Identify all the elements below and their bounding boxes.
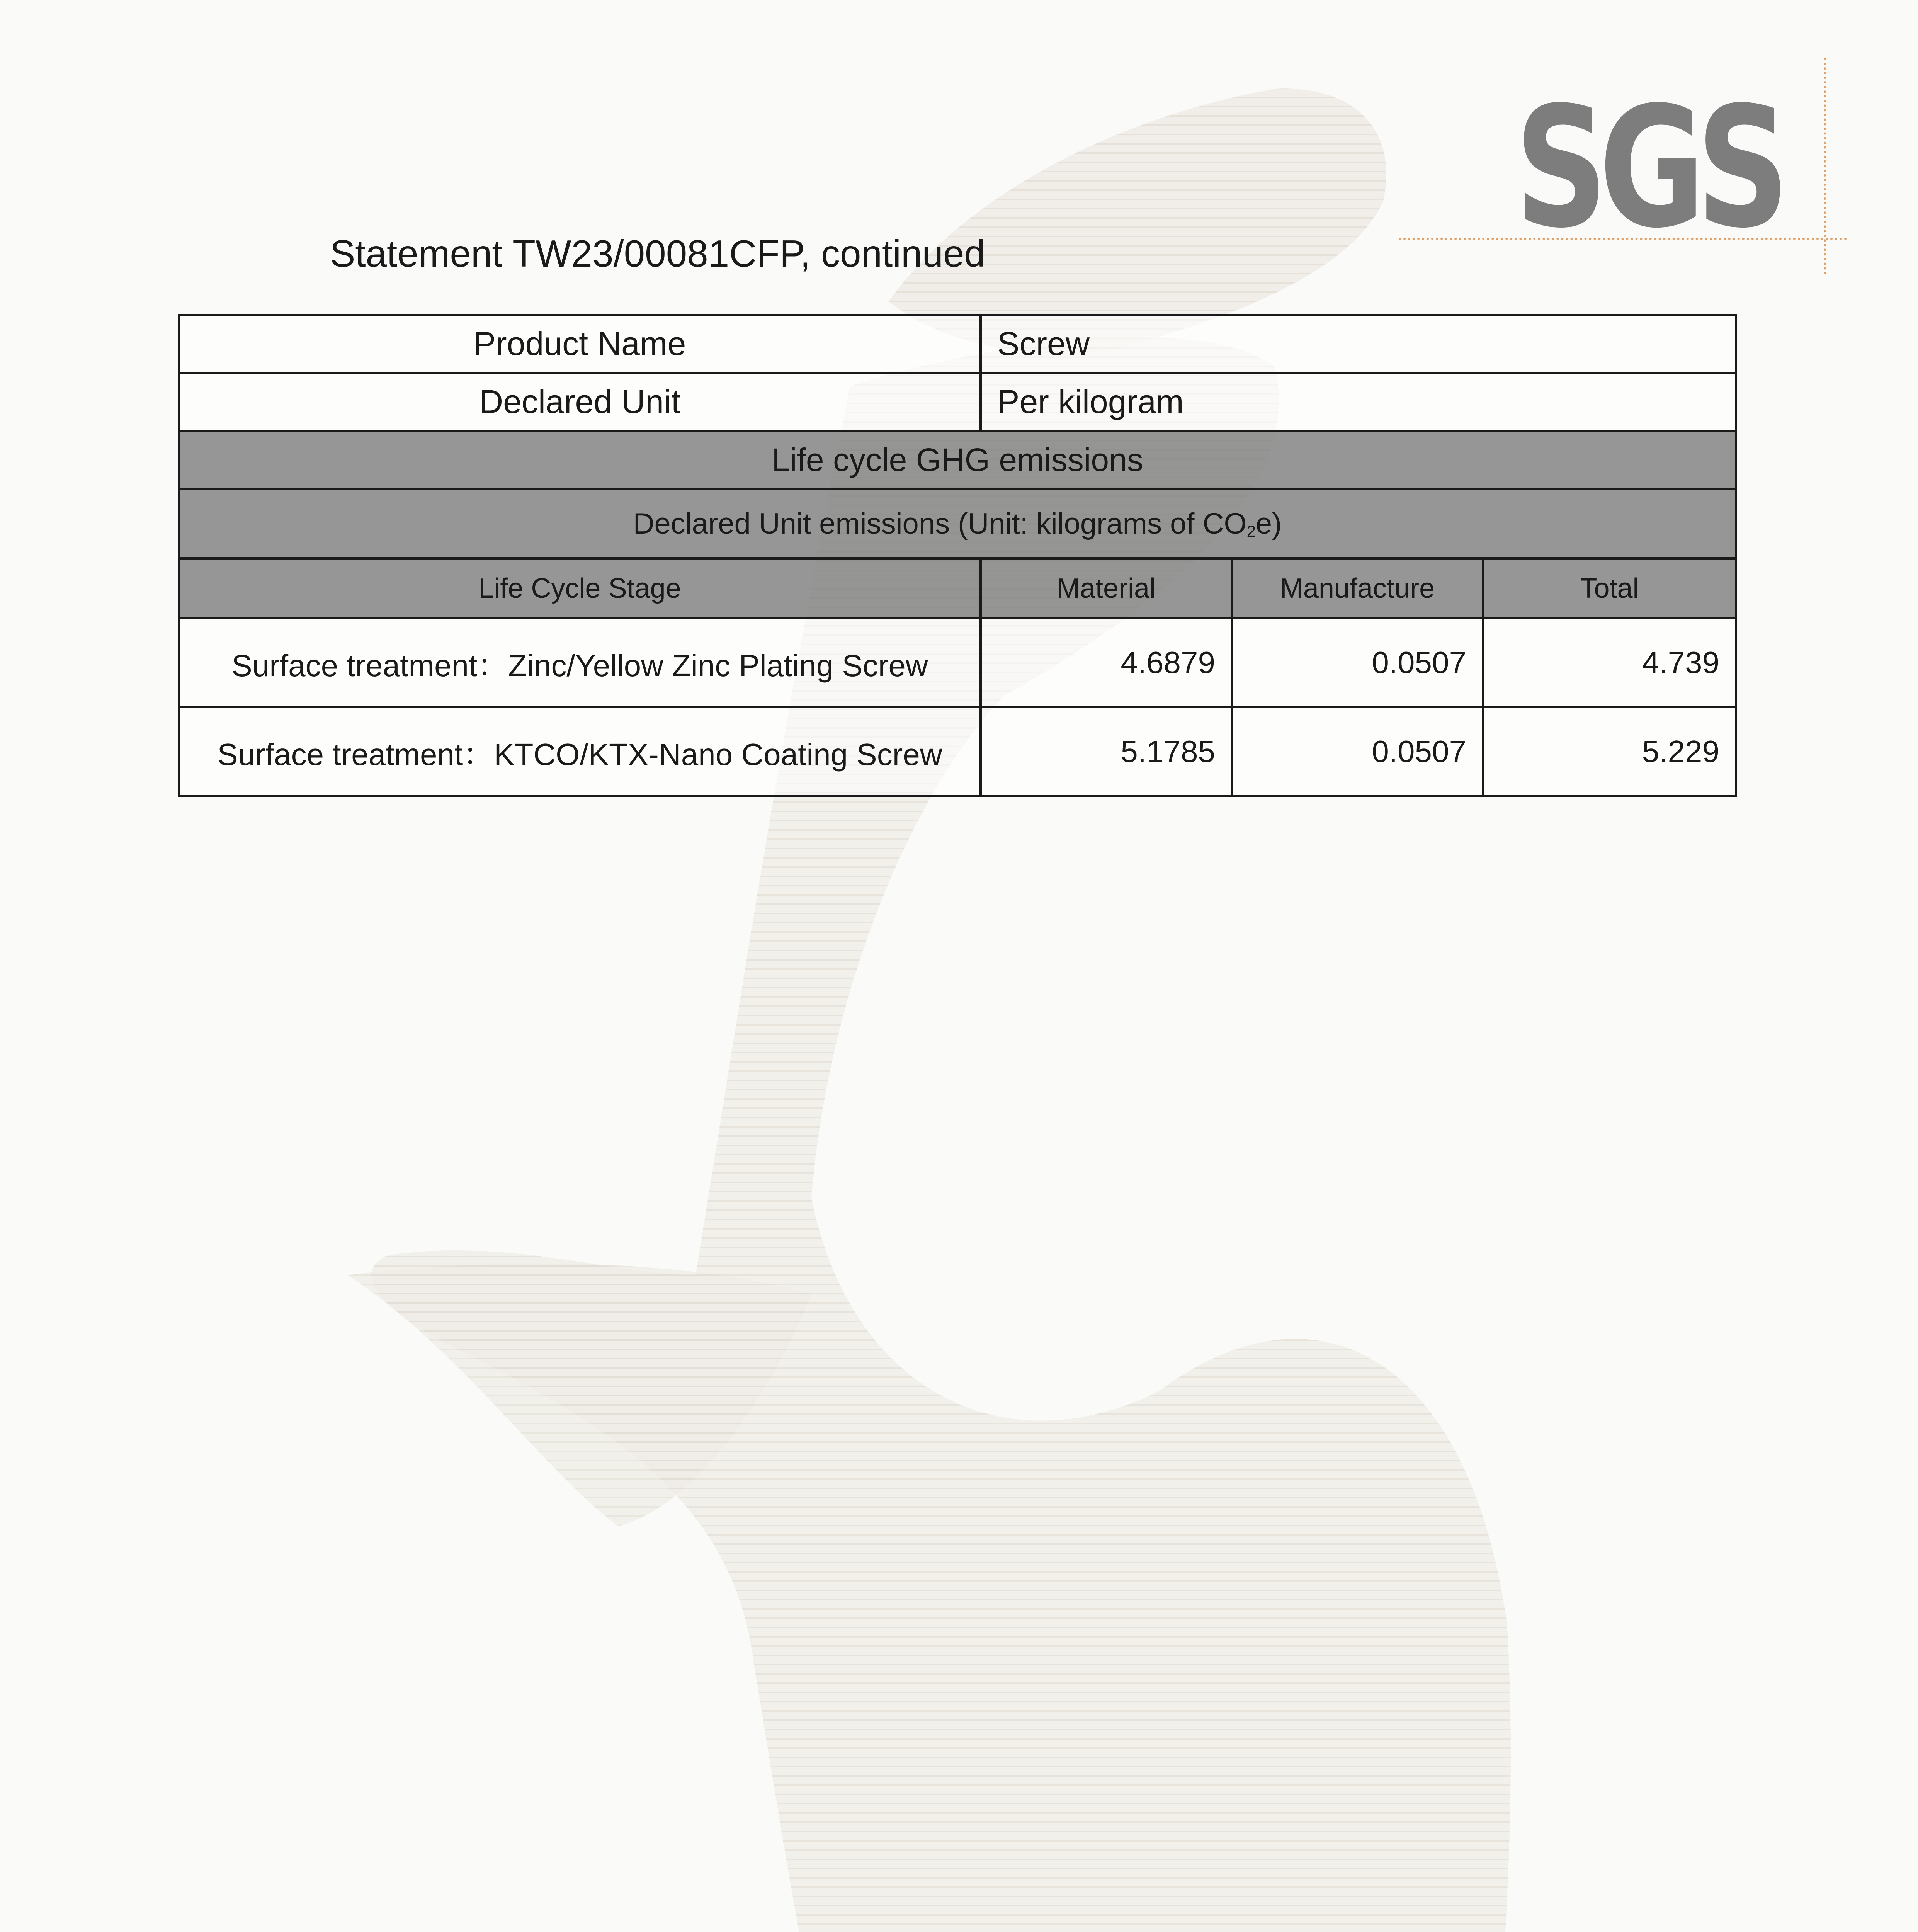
product-name-row	[179, 315, 1736, 373]
unit-suffix: e)	[1255, 507, 1282, 540]
column-header-row	[179, 558, 1736, 618]
manufacture-cell: 0.0507	[1232, 707, 1483, 796]
product-name-value: Screw	[981, 315, 1736, 373]
sgs-logo-text: SGS	[1515, 71, 1781, 265]
table-row	[179, 707, 1736, 796]
unit-subscript: 2	[1246, 522, 1256, 540]
product-name-label: Product Name	[179, 315, 981, 373]
declared-unit-label: Declared Unit	[179, 373, 981, 431]
material-cell: 4.6879	[981, 618, 1232, 707]
material-cell: 5.1785	[981, 707, 1232, 796]
col-header-manufacture: Manufacture	[1232, 558, 1483, 618]
declared-unit-row	[179, 373, 1736, 431]
section-title: Life cycle GHG emissions	[179, 431, 1736, 489]
statement-title	[0, 232, 1918, 276]
unit-prefix: Declared Unit emissions (Unit: kilograms of CO	[633, 507, 1247, 540]
statement-title-text: Statement TW23/00081CFP, continued	[330, 232, 986, 275]
section-title-row	[179, 431, 1736, 489]
col-header-total: Total	[1483, 558, 1736, 618]
unit-row	[179, 489, 1736, 558]
col-header-stage: Life Cycle Stage	[179, 558, 981, 618]
total-cell: 4.739	[1483, 618, 1736, 707]
total-cell: 5.229	[1483, 707, 1736, 796]
emissions-table	[178, 314, 1735, 797]
unit-caption	[179, 489, 1736, 558]
col-header-material: Material	[981, 558, 1232, 618]
table-row	[179, 618, 1736, 707]
stage-cell: Surface treatment：KTCO/KTX-Nano Coating Screw	[179, 707, 981, 796]
manufacture-cell: 0.0507	[1232, 618, 1483, 707]
stage-cell: Surface treatment：Zinc/Yellow Zinc Plating Screw	[179, 618, 981, 707]
declared-unit-value: Per kilogram	[981, 373, 1736, 431]
